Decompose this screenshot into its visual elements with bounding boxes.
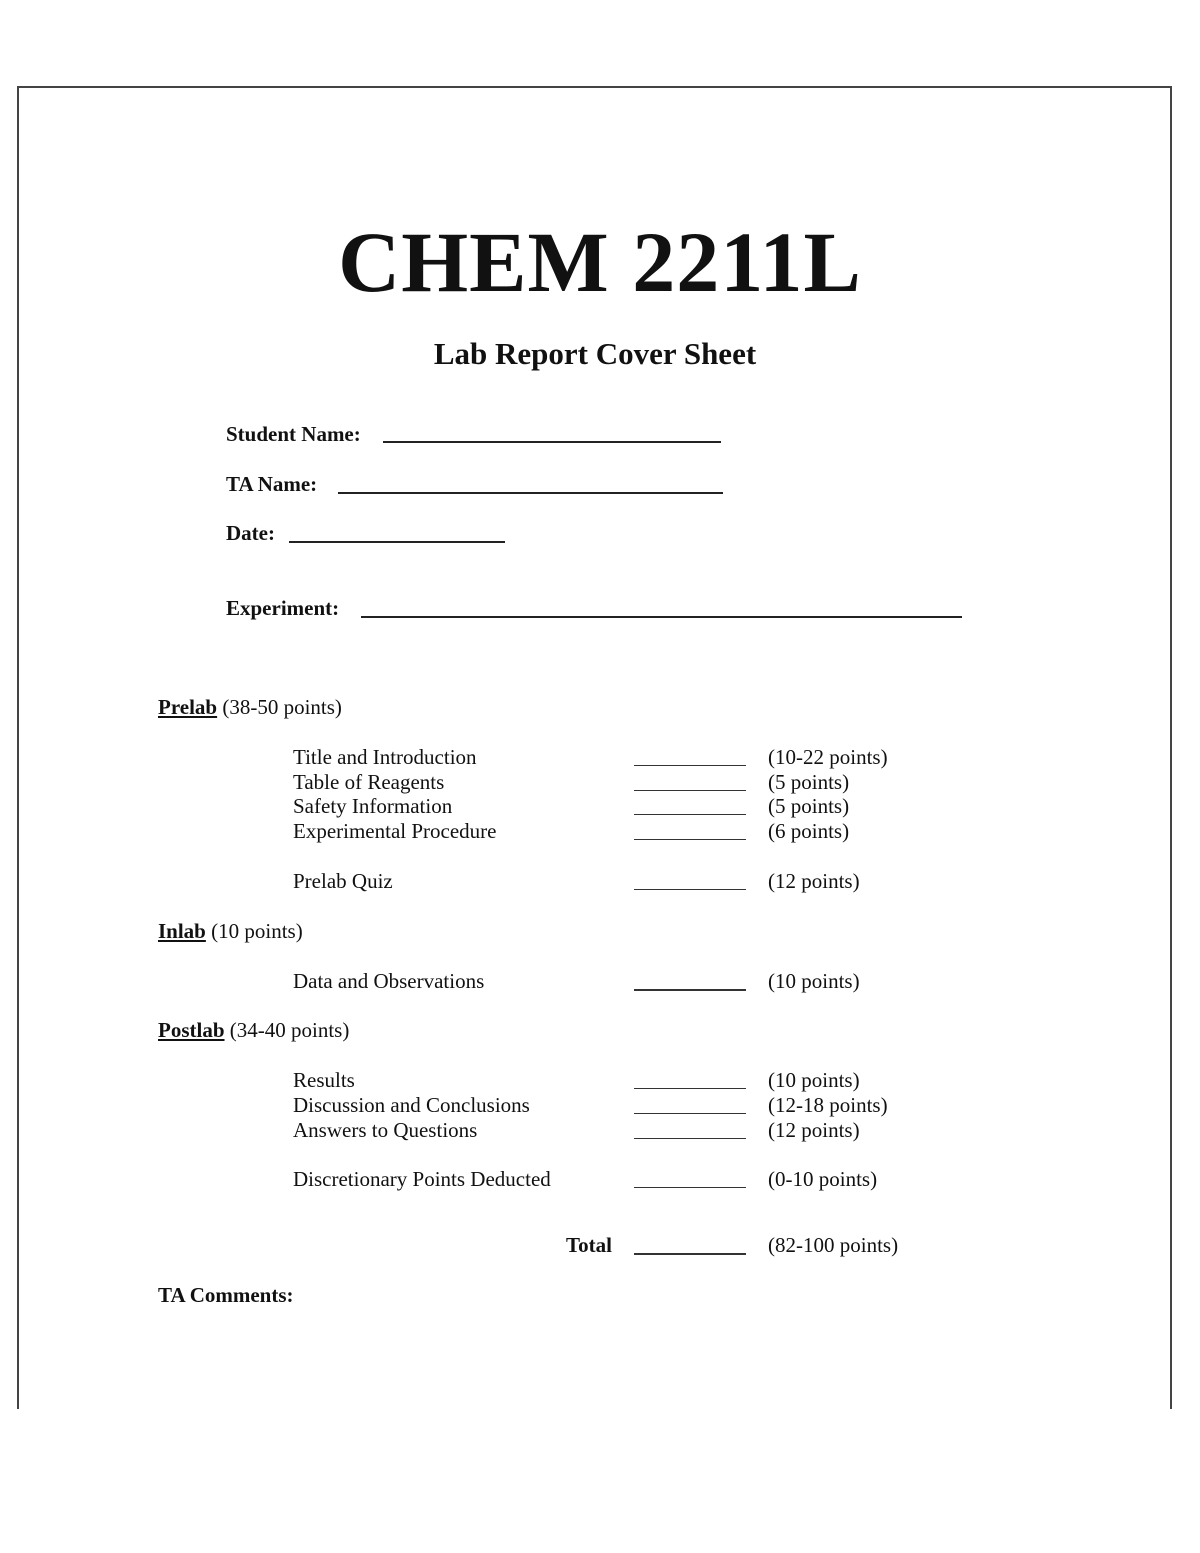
inlab-item-score-field[interactable] <box>634 989 746 991</box>
postlab-item-points: (12 points) <box>768 1118 860 1142</box>
prelab-item-score-field[interactable] <box>634 790 746 791</box>
prelab-item-label: Title and Introduction <box>293 745 477 769</box>
student-name-label: Student Name: <box>226 422 361 446</box>
postlab-item-points: (0-10 points) <box>768 1167 878 1191</box>
prelab-item-label: Prelab Quiz <box>293 869 393 893</box>
prelab-item-points: (5 points) <box>768 770 850 794</box>
experiment-label: Experiment: <box>226 596 340 620</box>
ta-comments-label: TA Comments: <box>158 1283 294 1307</box>
inlab-heading <box>158 918 303 944</box>
inlab-name: Inlab <box>158 919 206 943</box>
experiment-field[interactable] <box>361 616 962 618</box>
total-points: (82-100 points) <box>768 1233 899 1257</box>
prelab-item-points: (6 points) <box>768 819 850 843</box>
inlab-item-label: Data and Observations <box>293 969 485 993</box>
postlab-item-points: (12-18 points) <box>768 1093 888 1117</box>
postlab-item-score-field[interactable] <box>634 1187 746 1188</box>
postlab-item-score-field[interactable] <box>634 1088 746 1089</box>
prelab-item-points: (12 points) <box>768 869 860 893</box>
course-title: CHEM 2211L <box>338 214 862 310</box>
date-label: Date: <box>226 521 275 545</box>
ta-name-label: TA Name: <box>226 472 318 496</box>
postlab-name: Postlab <box>158 1018 225 1042</box>
postlab-item-points: (10 points) <box>768 1068 860 1092</box>
inlab-points: (10 points) <box>211 919 303 943</box>
prelab-item-score-field[interactable] <box>634 889 746 890</box>
prelab-name: Prelab <box>158 695 218 719</box>
postlab-item-label: Results <box>293 1068 355 1092</box>
prelab-item-points: (10-22 points) <box>768 745 888 769</box>
postlab-item-score-field[interactable] <box>634 1113 746 1114</box>
prelab-points: (38-50 points) <box>222 695 342 719</box>
prelab-item-label: Table of Reagents <box>293 770 445 794</box>
postlab-item-label: Answers to Questions <box>293 1118 478 1142</box>
total-label: Total <box>566 1233 612 1257</box>
postlab-points: (34-40 points) <box>229 1018 350 1042</box>
prelab-item-points: (5 points) <box>768 794 850 818</box>
student-name-field[interactable] <box>383 441 721 443</box>
ta-name-field[interactable] <box>338 492 723 494</box>
postlab-heading <box>158 1017 349 1043</box>
sheet-subtitle: Lab Report Cover Sheet <box>433 336 757 371</box>
total-score-field[interactable] <box>634 1253 746 1255</box>
date-field[interactable] <box>289 541 505 543</box>
inlab-item-points: (10 points) <box>768 969 860 993</box>
prelab-item-score-field[interactable] <box>634 839 746 840</box>
prelab-item-label: Safety Information <box>293 794 453 818</box>
prelab-item-label: Experimental Procedure <box>293 819 497 843</box>
postlab-item-label: Discussion and Conclusions <box>293 1093 530 1117</box>
prelab-item-score-field[interactable] <box>634 765 746 766</box>
prelab-heading <box>158 694 342 720</box>
postlab-item-score-field[interactable] <box>634 1138 746 1139</box>
postlab-item-label: Discretionary Points Deducted <box>293 1167 551 1191</box>
prelab-item-score-field[interactable] <box>634 814 746 815</box>
